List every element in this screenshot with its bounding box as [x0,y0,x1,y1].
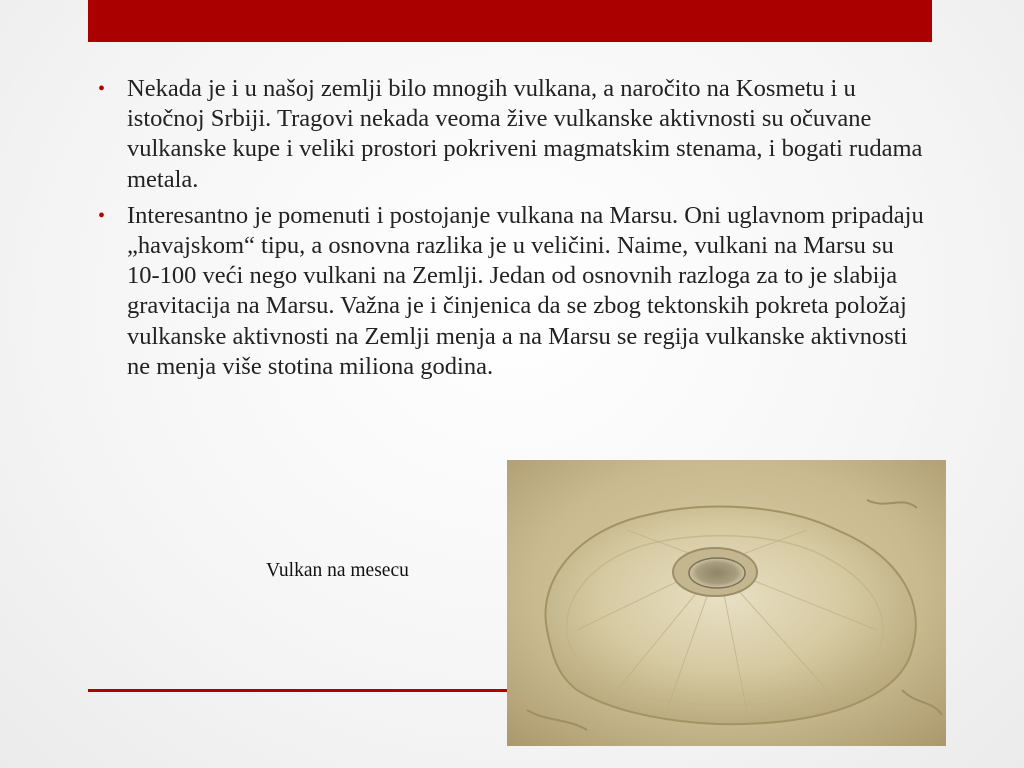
bullet-marker: • [98,78,106,100]
bullet-text: Nekada je i u našoj zemlji bilo mnogih vulkana, a naročito na Kosmetu i u istočnoj Srbiji. Tragovi nekada veoma žive vulkanske aktivnosti su očuvane vulkanske kupe i veliki prostori pokriveni magmatskim stenama, i bogati rudama metala. [127,75,923,193]
bullet-item [98,201,928,382]
image-caption: Vulkan na mesecu [266,560,409,581]
bullet-list [98,74,928,388]
volcano-photo [507,460,946,746]
bullet-marker: • [98,204,106,227]
bullet-item [98,74,928,195]
top-accent-bar [88,0,932,42]
bullet-text: Interesantno je pomenuti i postojanje vulkana na Marsu. Oni uglavnom pripadaju „havajskom“ tipu, a osnovna razlika je u veličini. Naime, vulkani na Marsu su 10-100 veći nego vulkani na Zemlji. Jedan od osnovnih razloga za to je slabija gravitacija na Marsu. Važna je i činjenica da se zbog tektonskih pokreta položaj vulkanske aktivnosti na Zemlji menja a na Marsu se regija vulkanske aktivnosti ne menja više stotina miliona godina. [127,201,924,380]
bottom-accent-line [88,689,528,692]
